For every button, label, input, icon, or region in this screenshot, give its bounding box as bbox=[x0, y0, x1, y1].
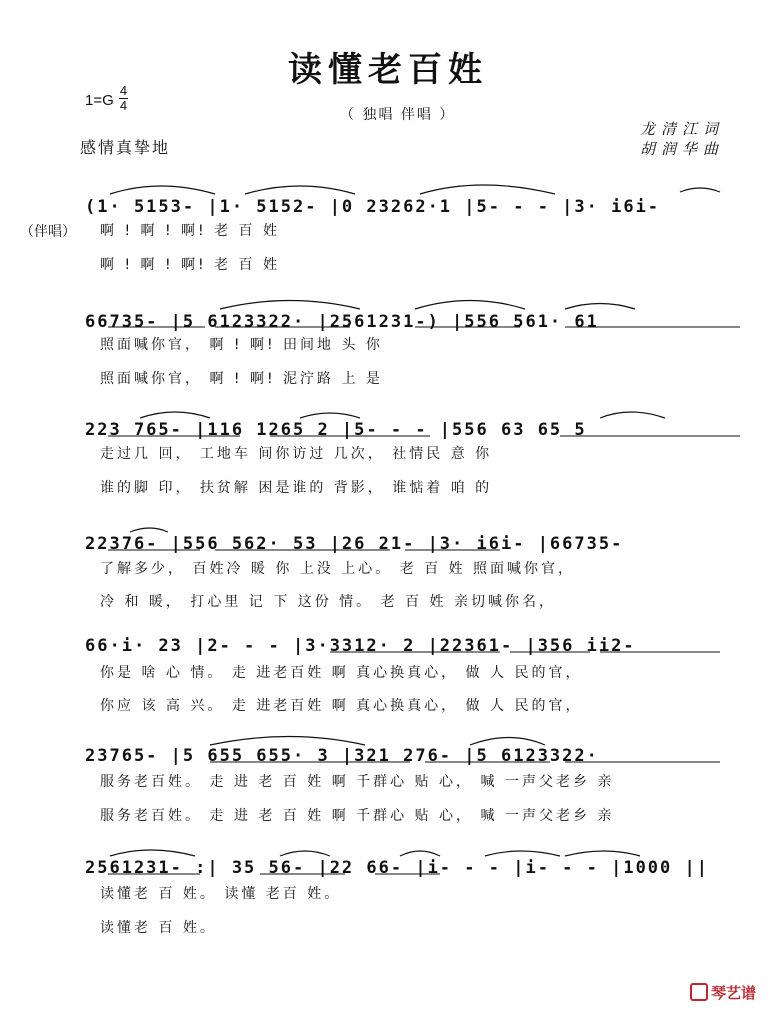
notation-line-3: 223 765- |116 1265 2 |5- - - |556 63 65 5 bbox=[85, 420, 587, 440]
time-signature bbox=[119, 84, 128, 113]
slur-3 bbox=[420, 185, 555, 194]
meter-top: 4 bbox=[119, 83, 128, 98]
lyric-line-6a: 服务老百姓。 走 进 老 百 姓 啊 千群心 贴 心， 喊 一声父老乡 亲 bbox=[100, 774, 615, 790]
lyric-line-2b: 照面喊你官， 啊 ! 啊! 泥泞路 上 是 bbox=[100, 371, 383, 387]
lyric-line-7a: 读懂老 百 姓。 读懂 老百 姓。 bbox=[100, 886, 342, 902]
logo-icon bbox=[690, 983, 708, 1001]
song-title: 读懂老百姓 bbox=[288, 50, 488, 90]
meter-bottom: 4 bbox=[119, 98, 128, 113]
lyric-line-2a: 照面喊你官， 啊 ! 啊! 田间地 头 你 bbox=[100, 337, 383, 353]
logo-text: 琴艺谱 bbox=[711, 984, 757, 1002]
slur-2 bbox=[245, 186, 355, 194]
chorus-label: （伴唱） bbox=[20, 224, 76, 240]
key-signature: 1=G bbox=[85, 92, 114, 109]
notation-line-6: 23765- |5 655 655· 3 |321 276- |5 6123322· bbox=[85, 746, 599, 766]
lyric-line-3a: 走过几 回， 工地车 间你访过 几次， 社情民 意 你 bbox=[100, 446, 493, 462]
lyric-line-4b: 冷 和 暖， 打心里 记 下 这份 情。 老 百 姓 亲切喊你名， bbox=[100, 594, 556, 610]
composer-credit: 胡润华曲 bbox=[640, 140, 725, 158]
lyric-line-1a: 啊 ! 啊 ! 啊! 老 百 姓 bbox=[100, 223, 280, 239]
notation-line-1: (1· 5153- |1· 5152- |0 23262·1 |5- - - |3· i6i- bbox=[85, 197, 661, 217]
notation-line-5: 66·i· 23 |2- - - |3·3312· 2 |22361- |356 ii2- bbox=[85, 636, 636, 656]
slur-4 bbox=[680, 188, 720, 192]
lyric-line-4a: 了解多少， 百姓冷 暖 你 上没 上心。 老 百 姓 照面喊你官， bbox=[100, 561, 576, 577]
lyric-line-5a: 你是 啥 心 情。 走 进老百姓 啊 真心换真心， 做 人 民的官， bbox=[100, 665, 583, 681]
slur-1 bbox=[110, 186, 215, 194]
expression-marking: 感情真挚地 bbox=[80, 138, 171, 157]
notation-line-4: 22376- |556 562· 53 |26 21- |3· i6i- |66735- bbox=[85, 534, 624, 554]
site-logo[interactable] bbox=[690, 982, 756, 1003]
lyric-line-7b: 读懂老 百 姓。 bbox=[100, 920, 217, 936]
lyric-line-5b: 你应 该 高 兴。 走 进老百姓 啊 真心换真心， 做 人 民的官， bbox=[100, 698, 583, 714]
lyric-line-1b: 啊 ! 啊 ! 啊! 老 百 姓 bbox=[100, 257, 280, 273]
performance-note: （ 独唱 伴唱 ） bbox=[340, 107, 456, 123]
lyricist-credit: 龙清江词 bbox=[640, 120, 725, 138]
slur-7 bbox=[565, 304, 635, 310]
lyric-line-3b: 谁的脚 印， 扶贫解 困是谁的 背影， 谁惦着 咱 的 bbox=[100, 480, 493, 496]
notation-line-7: 2561231- :| 35 56- |22 66- |i- - - |i- - - |1000 || bbox=[85, 858, 709, 878]
lyric-line-6b: 服务老百姓。 走 进 老 百 姓 啊 千群心 贴 心， 喊 一声父老乡 亲 bbox=[100, 808, 615, 824]
slur-6 bbox=[415, 301, 525, 310]
slur-5 bbox=[220, 301, 360, 310]
notation-line-2: 66735- |5 6123322· |2561231-) |556 561· 61 bbox=[85, 312, 599, 332]
